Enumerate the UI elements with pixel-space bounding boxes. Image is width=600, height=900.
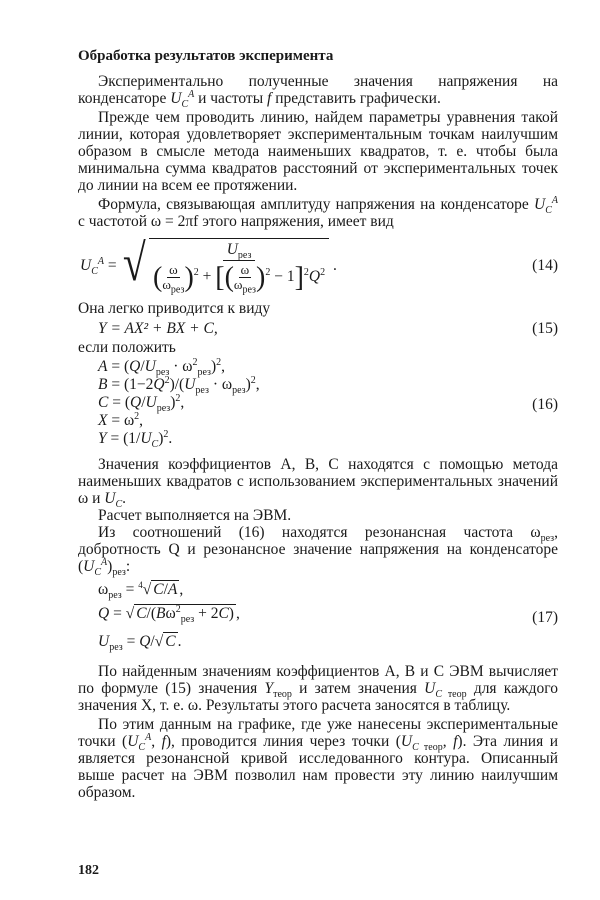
page-number: 182 bbox=[78, 863, 99, 878]
paragraph-10: По этим данным на графике, где уже нанесены экспериментальные точки ($U_C^A$, f), проводится линия через точки ($U_C$ $_{теор}$, f). Эта линия и является резонансной кривой исследованного контура. Описанный выше расчет на ЭВМ позволил нам провести эту линию наилучшим образом. bbox=[78, 716, 559, 801]
section-title: Обработка результатов эксперимента bbox=[78, 48, 334, 64]
paragraph-4: Она легко приводится к виду bbox=[78, 300, 271, 317]
equation-16-number: (16) bbox=[532, 396, 558, 413]
page-body bbox=[78, 48, 558, 801]
paragraph-2: Прежде чем проводить линию, найдем параметры уравнения такой линии, которая удовлетворяет экспериментальным точкам наилучшим образом в смысле метода наименьших квадратов, т. е. чтобы была минимальна сумма квадратов расстояний от экспериментальных точек до линии на всем ее протяжении. bbox=[78, 109, 558, 194]
paragraph-5: если положить bbox=[78, 339, 176, 356]
paragraph-8: Из соотношений (16) находятся резонансная частота $\omega_{рез}$, добротность Q и резонансное значение напряжения на конденсаторе $(U_C^A)_{рез}$: bbox=[78, 524, 559, 579]
equation-16: $A = (Q/U_{рез} \cdot \omega^2_{рез})^2$, $B = (1-2Q^2)/(U_{рез} \cdot \omega_{рез})^2$, $C = (Q/U_{рез})^2$, $X = \omega^2$, $Y = (1/U_C)^2$. (16) bbox=[98, 356, 558, 451]
paragraph-6: Значения коэффициентов A, B, C находятся с помощью метода наименьших квадратов с использованием экспериментальных значений ω и $U_C$. bbox=[78, 456, 558, 511]
equation-14: $U_C^A$ = √ $U_{рез}$ ( ω $\omega_{рез}$ )$^2$ + [( ω $\omega_{рез}$ )$^2 - 1]^2Q^2$ . (14) bbox=[80, 235, 558, 296]
paragraph-1: Экспериментально полученные значения напряжения на конденсаторе $U_C^A$ и частоты f представить графически. bbox=[78, 73, 558, 111]
equation-14-number: (14) bbox=[532, 256, 558, 274]
equation-15-number: (15) bbox=[532, 319, 558, 337]
paragraph-9: По найденным значениям коэффициентов A, B и C ЭВМ вычисляет по формуле (15) значения $Y_{теор}$ и затем значения $U_C$ $_{теор}$ для каждого значения X, т. е. ω. Результаты этого расчета заносятся в таблицу. bbox=[78, 663, 558, 714]
equation-17-number: (17) bbox=[532, 609, 558, 626]
paragraph-3: Формула, связывающая амплитуду напряжения на конденсаторе $U_C^A$ с частотой ω = 2πf этого напряжения, имеет вид bbox=[78, 194, 558, 230]
paragraph-7: Расчет выполняется на ЭВМ. bbox=[98, 507, 292, 524]
equation-15: Y = AX² + BX + C, (15) bbox=[98, 319, 558, 337]
equation-17: $\omega_{рез} = ^4√$ C/A , Q = √ $C/(B\omega^2_{рез} + 2C)$ , $U_{рез} = Q/√$ C . (17) bbox=[98, 579, 558, 654]
